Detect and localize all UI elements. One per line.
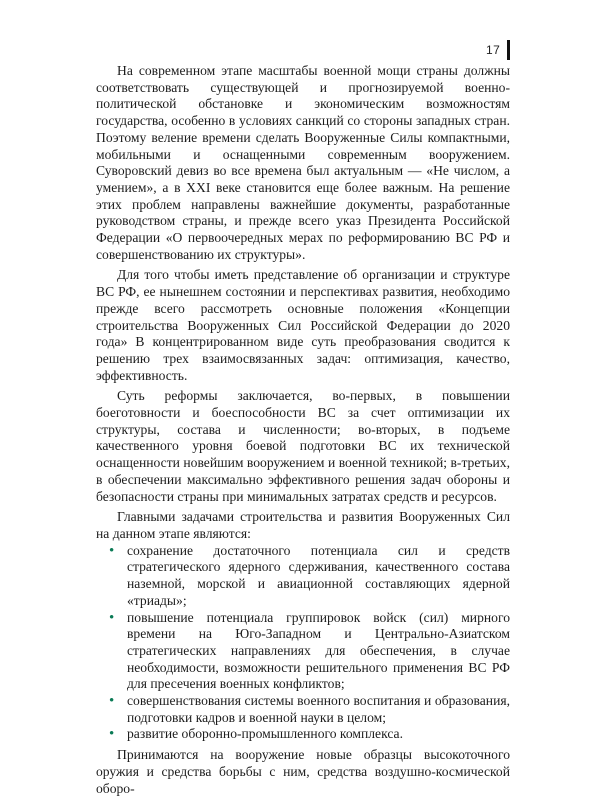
bullet-icon: • [109,542,115,559]
list-item-text: повышение потенциала группировок войск (сил) мирного времени на Юго-Западном и Центрально-Азиатском стратегических направлениях для обеспечения, в случае необходимости, возможности решительного применения ВС РФ для пресечения военных конфликтов; [127,609,510,692]
task-list [96,543,510,743]
list-item-text: сохранение достаточного потенциала сил и средств стратегического ядерного сдерживания, качественного состава наземной, морской и авиационной составляющих ядерной «триады»; [127,542,510,608]
list-item [96,726,510,743]
paragraph-3: Суть реформы заключается, во-первых, в повышении боеготовности и боеспособности ВС за счет оптимизации их структуры, состава и численности; во-вторых, в подъеме качественного уровня боевой подготовки ВС их технической оснащенности новейшим вооружением и военной техникой; в-третьих, в обеспечении максимально эффективного решения задач обороны и безопасности страны при минимальных затратах средств и ресурсов. [96,388,510,504]
page-number: 17 [486,43,501,57]
body-text [96,63,510,797]
bullet-icon: • [109,609,115,626]
paragraph-2: Для того чтобы иметь представление об организации и структуре ВС РФ, ее нынешнем состоянии и перспективах развития, необходимо прежде всего рассмотреть основные положения «Концепции строительства Вооруженных Сил Российской Федерации до 2020 года» В концентрированном виде суть преобразования сводится к решению трех взаимосвязанных задач: оптимизация, качество, эффективность. [96,267,510,383]
paragraph-4: Главными задачами строительства и развития Вооруженных Сил на данном этапе являются: [96,509,510,541]
closing-paragraph: Принимаются на вооружение новые образцы высокоточного оружия и средства борьбы с ним, средства воздушно-космической оборо- [96,747,510,796]
page-marker-bar [507,40,510,60]
list-item [96,693,510,726]
bullet-icon: • [109,693,115,710]
bullet-icon: • [109,726,115,743]
paragraph-1: На современном этапе масштабы военной мощи страны должны соответствовать существующей и прогнозируемой военно-политической обстановке и экономическим возможностям государства, особенно в условиях санкций со стороны западных стран. Поэтому веление времени сделать Вооруженные Силы компактными, мобильными и оснащенными современным вооружением. Суворовский девиз во все времена был актуальным — «Не числом, а умением», а в XXI веке становится еще более важным. На решение этих проблем направлены важнейшие документы, разработанные руководством страны, и прежде всего указ Президента Российской Федерации «О первоочередных мерах по реформированию ВС РФ и совершенствованию их структуры». [96,63,510,262]
list-item-text: развитие оборонно-промышленного комплекса. [127,726,403,742]
list-item [96,543,510,610]
list-item-text: совершенствования системы военного воспитания и образования, подготовки кадров и военной науки в целом; [127,693,510,725]
list-item [96,610,510,694]
